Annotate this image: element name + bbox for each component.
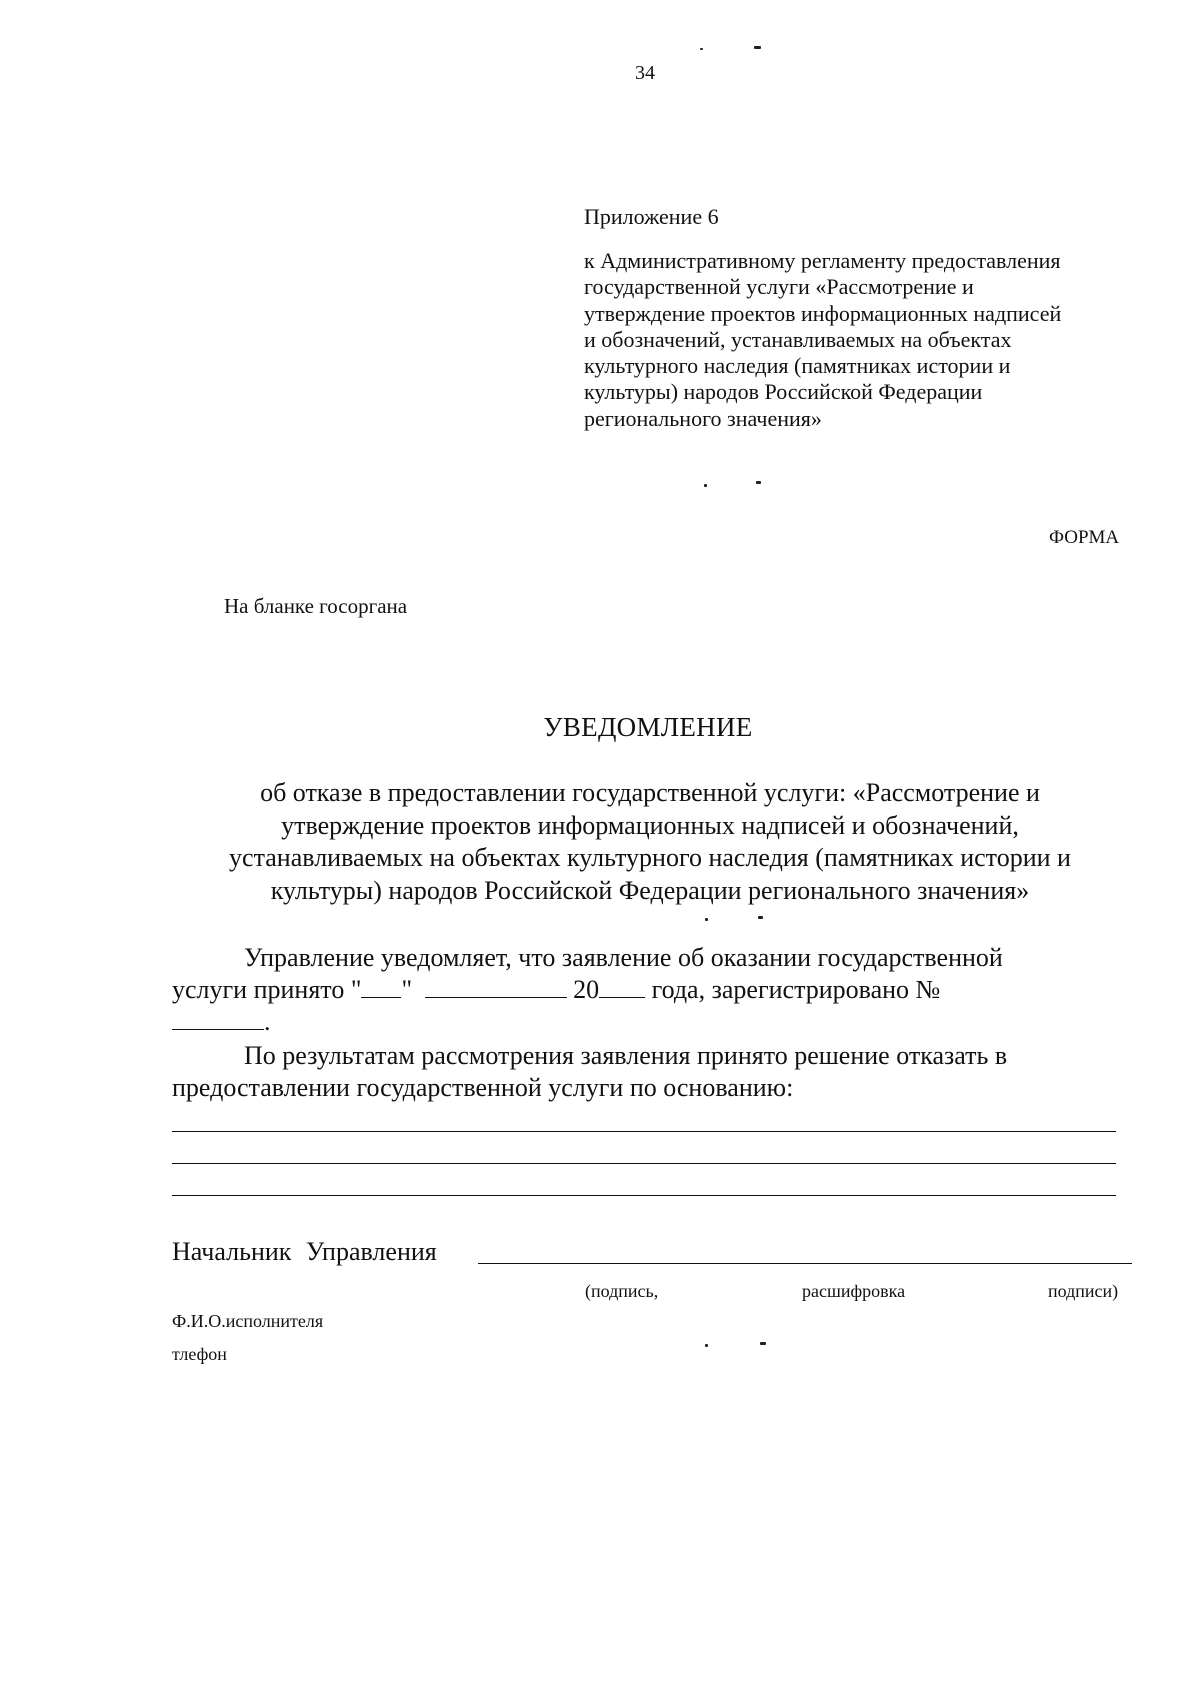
appendix-line: культурного наследия (памятниках истории и: [584, 353, 1011, 379]
appendix-line: культуры) народов Российской Федерации: [584, 379, 983, 405]
scan-speck: [704, 484, 707, 487]
subtitle-line: об отказе в предоставлении государственной услуги: «Рассмотрение и: [260, 778, 1040, 807]
appendix-line: к Административному регламенту предоставления: [584, 248, 1061, 273]
signer-label: Начальник Управления: [172, 1237, 437, 1266]
paragraph2-line2: предоставлении государственной услуги по основанию:: [172, 1073, 794, 1102]
page-number: 34: [635, 62, 655, 84]
appendix-title: Приложение 6: [584, 204, 719, 229]
phone-label: тлефон: [172, 1344, 227, 1364]
paragraph1-line3: [172, 1006, 271, 1038]
subtitle-line: культуры) народов Российской Федерации регионального значения»: [270, 875, 1030, 905]
scan-speck: [756, 481, 761, 484]
year-blank[interactable]: [599, 975, 645, 998]
scan-speck: [705, 1344, 708, 1347]
scan-speck: [700, 48, 703, 50]
caption-decoding: расшифровка: [802, 1281, 906, 1301]
paragraph2-line1: По результатам рассмотрения заявления принято решение отказать в: [244, 1041, 1008, 1070]
year-prefix: 20: [573, 975, 600, 1004]
registration-number-blank[interactable]: [172, 1007, 264, 1030]
notice-subtitle: [140, 777, 1160, 907]
appendix-line: и обозначений, устанавливаемых на объектах: [584, 326, 1012, 352]
reason-line[interactable]: [172, 1163, 1116, 1164]
period: .: [264, 1007, 271, 1036]
appendix-line: государственной услуги «Рассмотрение и: [584, 274, 974, 300]
appendix-line: утверждение проектов информационных надписей: [584, 300, 1062, 326]
signature-line[interactable]: [478, 1263, 1132, 1264]
letterhead-note: На бланке госоргана: [224, 594, 408, 618]
day-blank[interactable]: [361, 975, 401, 998]
subtitle-line: устанавливаемых на объектах культурного наследия (памятниках истории и: [229, 843, 1071, 872]
appendix-reference: [584, 248, 1144, 432]
appendix-line: регионального значения»: [584, 405, 822, 431]
scan-speck: [705, 918, 708, 921]
registered-text: года, зарегистрировано №: [651, 975, 941, 1004]
accepted-text: услуги принято ": [172, 975, 362, 1004]
subtitle-line: утверждение проектов информационных надписей и обозначений,: [281, 810, 1019, 840]
executor-label: Ф.И.О.исполнителя: [172, 1311, 324, 1331]
scan-speck: [758, 916, 763, 919]
paragraph1-line2: [172, 974, 940, 1006]
notice-title: УВЕДОМЛЕНИЕ: [543, 712, 753, 742]
scan-speck: [754, 46, 761, 49]
reason-line[interactable]: [172, 1131, 1116, 1132]
quote-close: ": [401, 975, 413, 1004]
month-blank[interactable]: [425, 975, 567, 998]
caption-of-signature: подписи): [1048, 1281, 1119, 1301]
scan-speck: [760, 1342, 766, 1345]
caption-signature: (подпись,: [585, 1281, 659, 1301]
form-label: ФОРМА: [1049, 527, 1120, 548]
paragraph1-line1: Управление уведомляет, что заявление об оказании государственной: [244, 943, 1003, 972]
reason-line[interactable]: [172, 1195, 1116, 1196]
